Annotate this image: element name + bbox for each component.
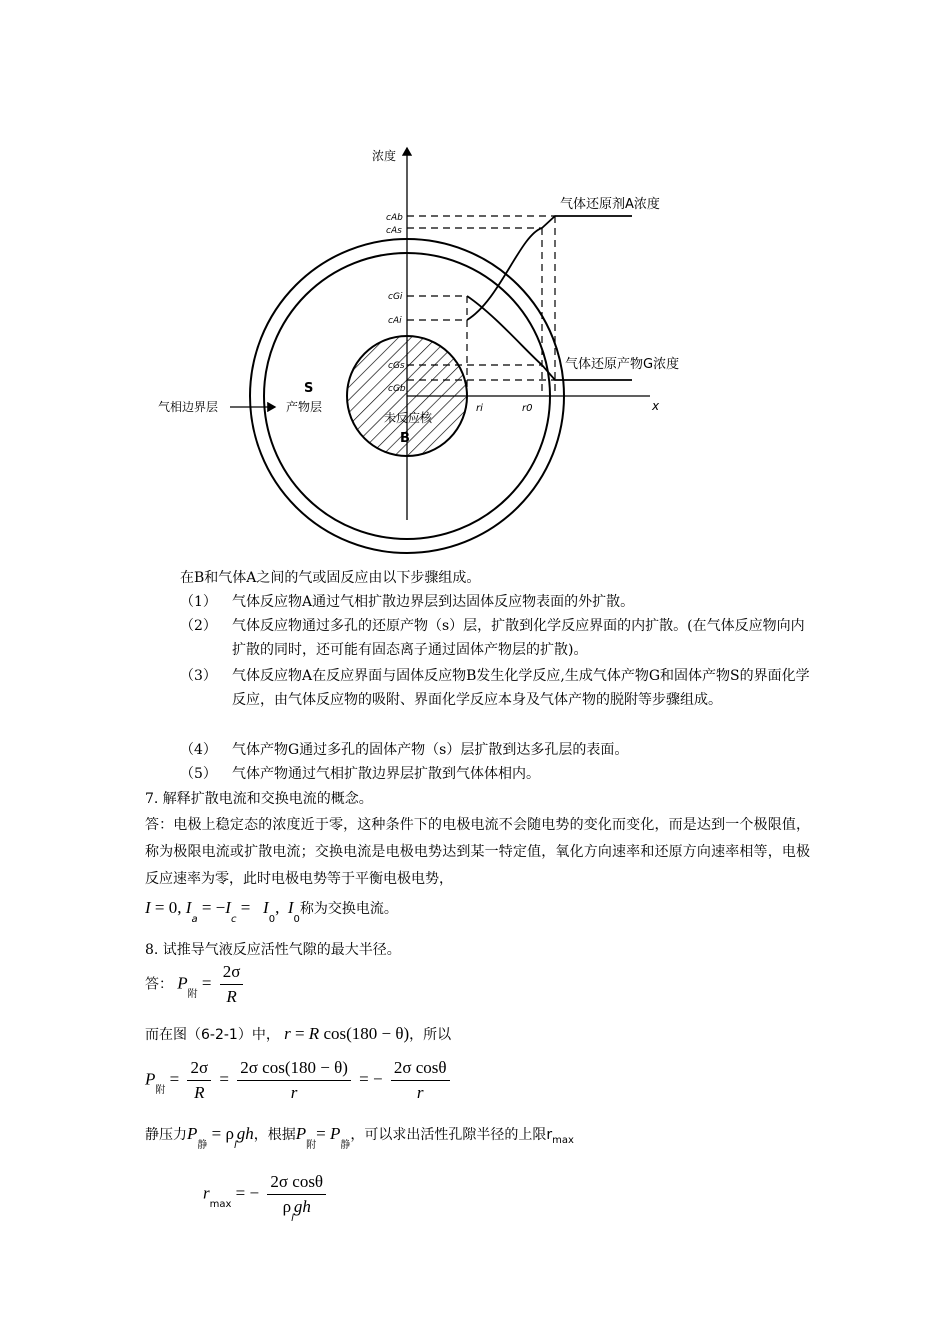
- capillary-pressure-equation: 答： $P_附$ = $\frac{2\sigma}{R}$: [145, 962, 247, 1007]
- c-Gs-label: cGs: [388, 361, 405, 371]
- c-Gi-label: cGi: [388, 292, 403, 302]
- sub-jing: 静: [197, 1140, 208, 1151]
- step-text: 气体产物通过气相扩散边界层扩散到气体体相内。: [232, 766, 540, 782]
- max-subscript: max: [552, 1135, 574, 1146]
- c-As-label: cAs: [386, 226, 402, 236]
- concentration-diagram: [150, 140, 710, 560]
- sub-fu: 附: [306, 1140, 317, 1151]
- exchange-current-text: 称为交换电流。: [299, 901, 398, 917]
- answer-7: 答：电极上稳定态的浓度近于零，这种条件下的电极电流不会随电势的变化而变化，而是达到一个极限值，称为极限电流或扩散电流；交换电流是电极电势达到某一特定值，氧化方向速率和还原方向速率相等，电极反应速率为零，此时电极电势等于平衡电极电势，: [145, 817, 810, 887]
- y-axis-label: 浓度: [372, 149, 397, 163]
- r0-label: r0: [522, 403, 533, 414]
- step-text: 气体产物G通过多孔的固体产物（s）层扩散到达多孔层的表面。: [232, 742, 629, 758]
- sub-fu: 附: [155, 1085, 166, 1097]
- static-pressure-text: 静压力: [145, 1127, 187, 1143]
- upper-limit-text: ，可以求出活性孔隙半径的上限r: [350, 1127, 553, 1143]
- step-number: （2）: [180, 618, 217, 634]
- step-number: （3）: [180, 668, 217, 684]
- sub-jing: 静: [340, 1140, 351, 1151]
- static-pressure-line: 静压力$P_静 = \rho_lgh$，根据$P_附= P_静$，可以求出活性孔隙半径的上限$r_{max}$: [145, 1124, 574, 1151]
- pressure-derivation-equation: $P_附$ = $\frac{2\sigma}{R}$ = $\frac{\text{2σ cos(180 − θ)}}{r}$ = − $\frac{\text{2σ cosθ}}{r}$: [145, 1058, 454, 1103]
- c-Ai-label: cAi: [388, 316, 402, 326]
- core-label: 未反应核: [384, 411, 433, 425]
- sub-fu: 附: [187, 989, 198, 1001]
- according-text: ，根据: [253, 1127, 296, 1143]
- product-layer-label: 产物层: [286, 400, 323, 414]
- max-radius-equation: $r_{max}$ = − $\frac{\text{2σ cosθ}}{\rho_lgh}$: [203, 1172, 330, 1217]
- c-Ab-label: cAb: [386, 213, 403, 223]
- S-label: S: [304, 381, 314, 396]
- gas-G-label: 气体还原产物G浓度: [565, 357, 680, 372]
- step-text: 气体反应物通过多孔的还原产物（s）层，扩散到化学反应界面的内扩散。(在气体反应物向内扩散的同时，还可能有固态离子通过固体产物层的扩散)。: [232, 618, 805, 658]
- boundary-layer-label: 气相边界层: [158, 400, 219, 414]
- gas-A-curve: [467, 216, 632, 320]
- step-number: （5）: [180, 766, 217, 782]
- intro-paragraph: 在B和气体A之间的气或固反应由以下步骤组成。: [180, 570, 481, 586]
- step-text: 气体反应物A通过气相扩散边界层到达固体反应物表面的外扩散。: [232, 594, 635, 610]
- so-text: ，所以: [409, 1027, 452, 1043]
- B-label: B: [400, 431, 410, 446]
- x-axis-label: x: [652, 399, 660, 413]
- step-text: 气体反应物A在反应界面与固体反应物B发生化学反应,生成气体产物G和固体产物S的界面化学反应，由气体反应物的吸附、界面化学反应本身及气体产物的脱附等步骤组成。: [232, 668, 810, 708]
- question-8: 8. 试推导气液反应活性气隙的最大半径。: [145, 942, 401, 958]
- question-7: 7. 解释扩散电流和交换电流的概念。: [145, 791, 373, 807]
- step-number: （4）: [180, 742, 217, 758]
- radius-relation-line: 而在图（6-2-1）中， r = R cos(180 − θ)，所以: [145, 1024, 452, 1043]
- exchange-current-equation: I = 0, $I_a = -I_c = I_0$, $I_0$称为交换电流。: [145, 898, 398, 925]
- c-Gb-label: cGb: [388, 384, 406, 394]
- figure-reference-text: 而在图（6-2-1）中，: [145, 1027, 280, 1043]
- answer-prefix: 答：: [145, 976, 173, 993]
- ri-label: ri: [476, 403, 483, 414]
- step-number: （1）: [180, 594, 217, 610]
- gas-A-label: 气体还原剂A浓度: [560, 197, 660, 212]
